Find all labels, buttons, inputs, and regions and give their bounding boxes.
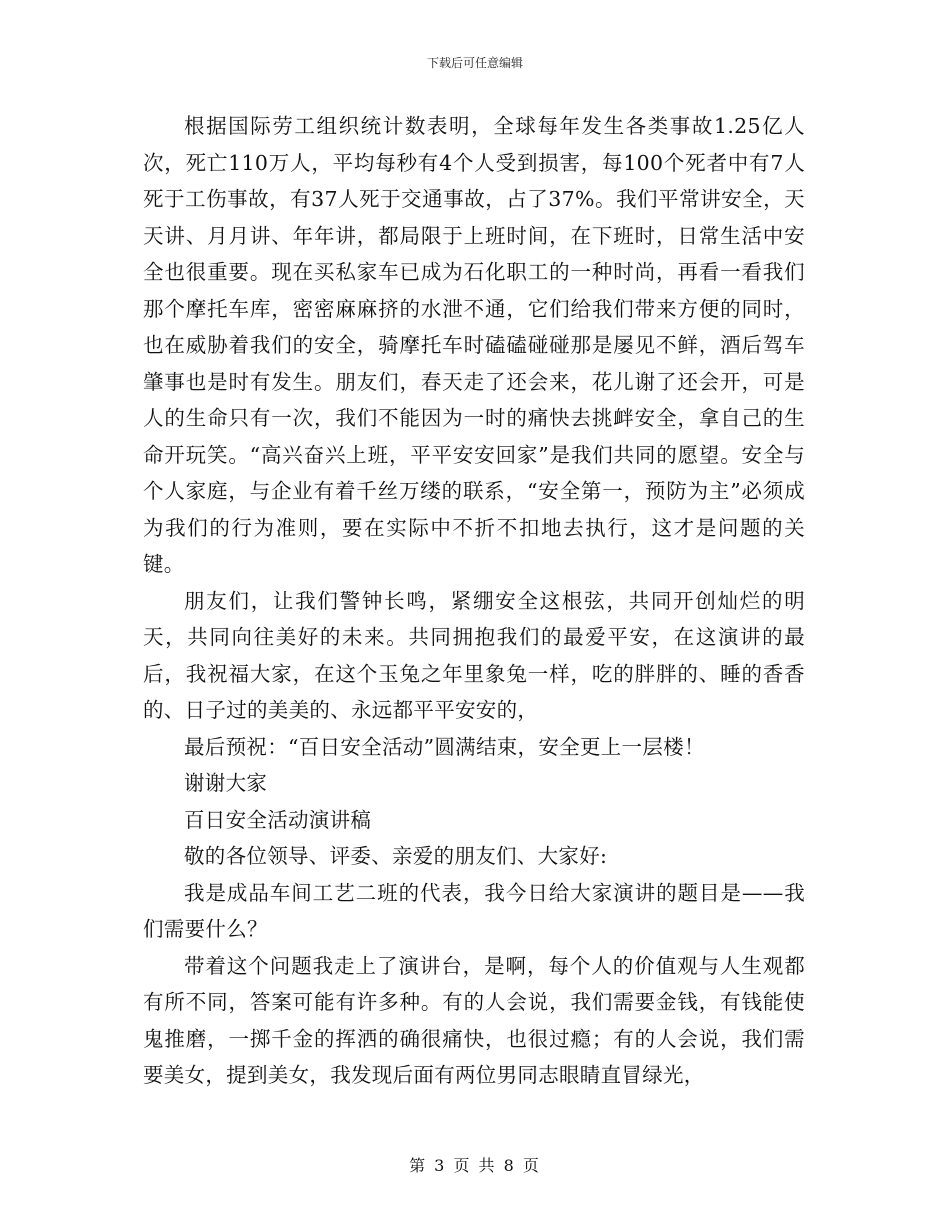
page-header: 下载后可任意编辑 [426, 56, 523, 70]
document-body [143, 108, 805, 1094]
paragraph: 朋友们，让我们警钟长鸣，紧绷安全这根弦，共同开创灿烂的明天，共同向往美好的未来。共同拥抱我们的最爱平安，在这演讲的最后，我祝福大家，在这个玉兔之年里象兔一样，吃的胖胖的、睡的香香的、日子过的美美的、永远都平平安安的， [143, 588, 805, 722]
paragraph-title: 百日安全活动演讲稿 [184, 807, 372, 832]
paragraph-greeting: 敬的各位领导、评委、亲爱的朋友们、大家好: [184, 844, 608, 868]
paragraph: 最后预祝：“百日安全活动”圆满结束，安全更上一层楼！ [184, 734, 705, 759]
paragraph: 根据国际劳工组织统计数表明，全球每年发生各类事故1.25亿人次，死亡110万人，平均每秒有4个人受到损害，每100个死者中有7人死于工伤事故，有37人死于交通事故，占了37%。我们平常讲安全，天天讲、月月讲、年年讲，都局限于上班时间，在下班时，日常生活中安全也很重要。现在买私家车已成为石化职工的一种时尚，再看一看我们那个摩托车库，密密麻麻挤的水泄不通，它们给我们带来方便的同时，也在威胁着我们的安全，骑摩托车时磕磕碰碰那是屡见不鲜，酒后驾车肇事也是时有发生。朋友们，春天走了还会来，花儿谢了还会开，可是人的生命只有一次，我们不能因为一时的痛快去挑衅安全，拿自己的生命开玩笑。“高兴奋兴上班，平平安安回家”是我们共同的愿望。安全与个人家庭，与企业有着千丝万缕的联系，“安全第一，预防为主”必须成为我们的行为准则，要在实际中不折不扣地去执行，这才是问题的关键。 [143, 114, 805, 576]
paragraph: 我是成品车间工艺二班的代表，我今日给大家演讲的题目是——我们需要什么？ [143, 880, 805, 941]
paragraph: 谢谢大家 [184, 771, 268, 795]
page-footer: 第 3 页 共 8 页 [409, 1156, 541, 1175]
paragraph: 带着这个问题我走上了演讲台，是啊，每个人的价值观与人生观都有所不同，答案可能有许多种。有的人会说，我们需要金钱，有钱能使鬼推磨，一掷千金的挥洒的确很痛快，也很过瘾；有的人会说，我们需要美女，提到美女，我发现后面有两位男同志眼睛直冒绿光， [143, 953, 805, 1087]
